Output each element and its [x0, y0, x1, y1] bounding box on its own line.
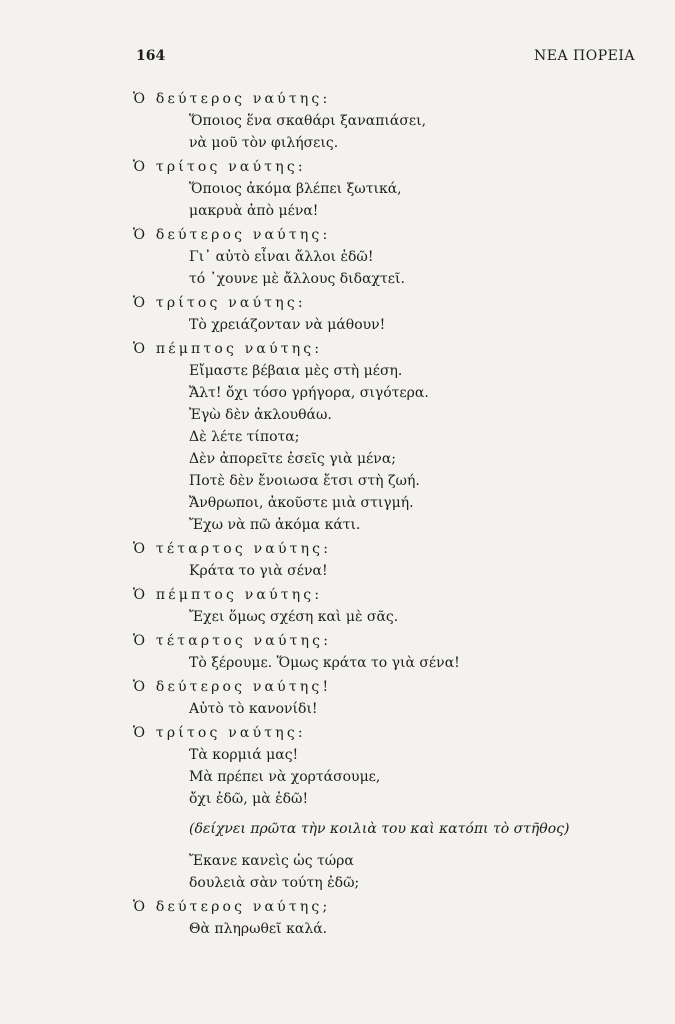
dialogue-block — [133, 584, 635, 628]
journal-title: ΝΕΑ ΠΟΡΕΙΑ — [534, 48, 635, 64]
verse-line: Ἄνθρωποι, ἀκοῦστε μιὰ στιγμή. — [189, 495, 414, 511]
verse-line: Γι᾽ αὐτὸ εἶναι ἄλλοι ἐδῶ! — [189, 249, 374, 265]
verse-line: Θὰ πληρωθεῖ καλά. — [189, 921, 328, 937]
verse-line: Ἔχει ὅμως σχέση καὶ μὲ σᾶς. — [189, 609, 399, 625]
page-header — [136, 48, 635, 72]
speaker-label: Ὁ τέταρτος ναύτης: — [133, 633, 332, 649]
dialogue-block — [133, 338, 635, 536]
verse-line: Ἔκανε κανεὶς ὡς τώρα — [189, 853, 354, 869]
dialogue-block — [133, 630, 635, 674]
dialogue-block — [133, 896, 635, 940]
verse-line: ὄχι ἐδῶ, μὰ ἐδῶ! — [189, 791, 309, 807]
verse-line: Αὐτὸ τὸ κανονίδι! — [189, 701, 318, 717]
stage-direction: (δείχνει πρῶτα τὴν κοιλιὰ του καὶ κατόπι τὸ στῆθος) — [189, 821, 570, 837]
speaker-label: Ὁ πέμπτος ναύτης: — [133, 341, 323, 357]
verse-line: Ἄλτ! ὄχι τόσο γρήγορα, σιγότερα. — [189, 385, 429, 401]
dialogue-text — [133, 88, 635, 942]
verse-line: Δὲ λέτε τίποτα; — [189, 429, 300, 445]
verse-line: νὰ μοῦ τὸν φιλήσεις. — [189, 135, 339, 151]
verse-line: Εἴμαστε βέβαια μὲς στὴ μέση. — [189, 363, 403, 379]
verse-line: μακρυὰ ἀπὸ μένα! — [189, 203, 319, 219]
dialogue-block — [133, 538, 635, 582]
speaker-label: Ὁ τρίτος ναύτης: — [133, 159, 306, 175]
speaker-label: Ὁ δεύτερος ναύτης: — [133, 91, 331, 107]
verse-line: Τὰ κορμιά μας! — [189, 747, 299, 763]
verse-line: Δὲν ἀπορεῖτε ἐσεῖς γιὰ μένα; — [189, 451, 396, 467]
speaker-label: Ὁ πέμπτος ναύτης: — [133, 587, 323, 603]
verse-line: Ἐγὼ δὲν ἀκλουθάω. — [189, 407, 332, 423]
verse-line: Ὅποιος ἕνα σκαθάρι ξαναπιάσει, — [189, 113, 427, 129]
dialogue-block — [133, 224, 635, 290]
speaker-label: Ὁ δεύτερος ναύτης! — [133, 679, 332, 695]
verse-line: Κράτα το γιὰ σένα! — [189, 563, 328, 579]
dialogue-block — [133, 156, 635, 222]
dialogue-block — [133, 676, 635, 720]
dialogue-block — [133, 292, 635, 336]
speaker-label: Ὁ τρίτος ναύτης: — [133, 295, 306, 311]
verse-line: Ἔχω νὰ πῶ ἀκόμα κάτι. — [189, 517, 361, 533]
verse-line: Ὅποιος ἀκόμα βλέπει ξωτικά, — [189, 181, 402, 197]
verse-line: Ποτὲ δὲν ἔνοιωσα ἔτσι στὴ ζωή. — [189, 473, 420, 489]
dialogue-block — [133, 88, 635, 154]
verse-line: Τὸ χρειάζονταν νὰ μάθουν! — [189, 317, 386, 333]
verse-line: τό ᾽χουνε μὲ ἄλλους διδαχτεῖ. — [189, 271, 405, 287]
verse-line: Τὸ ξέρουμε. Ὅμως κράτα το γιὰ σένα! — [189, 655, 460, 671]
speaker-label: Ὁ τέταρτος ναύτης: — [133, 541, 332, 557]
page-number: 164 — [136, 48, 166, 64]
verse-line: Μὰ πρέπει νὰ χορτάσουμε, — [189, 769, 381, 785]
dialogue-block — [133, 722, 635, 894]
verse-line: δουλειὰ σὰν τούτη ἐδῶ; — [189, 875, 360, 891]
speaker-label: Ὁ δεύτερος ναύτης: — [133, 227, 331, 243]
speaker-label: Ὁ δεύτερος ναύτης; — [133, 899, 331, 915]
speaker-label: Ὁ τρίτος ναύτης: — [133, 725, 306, 741]
